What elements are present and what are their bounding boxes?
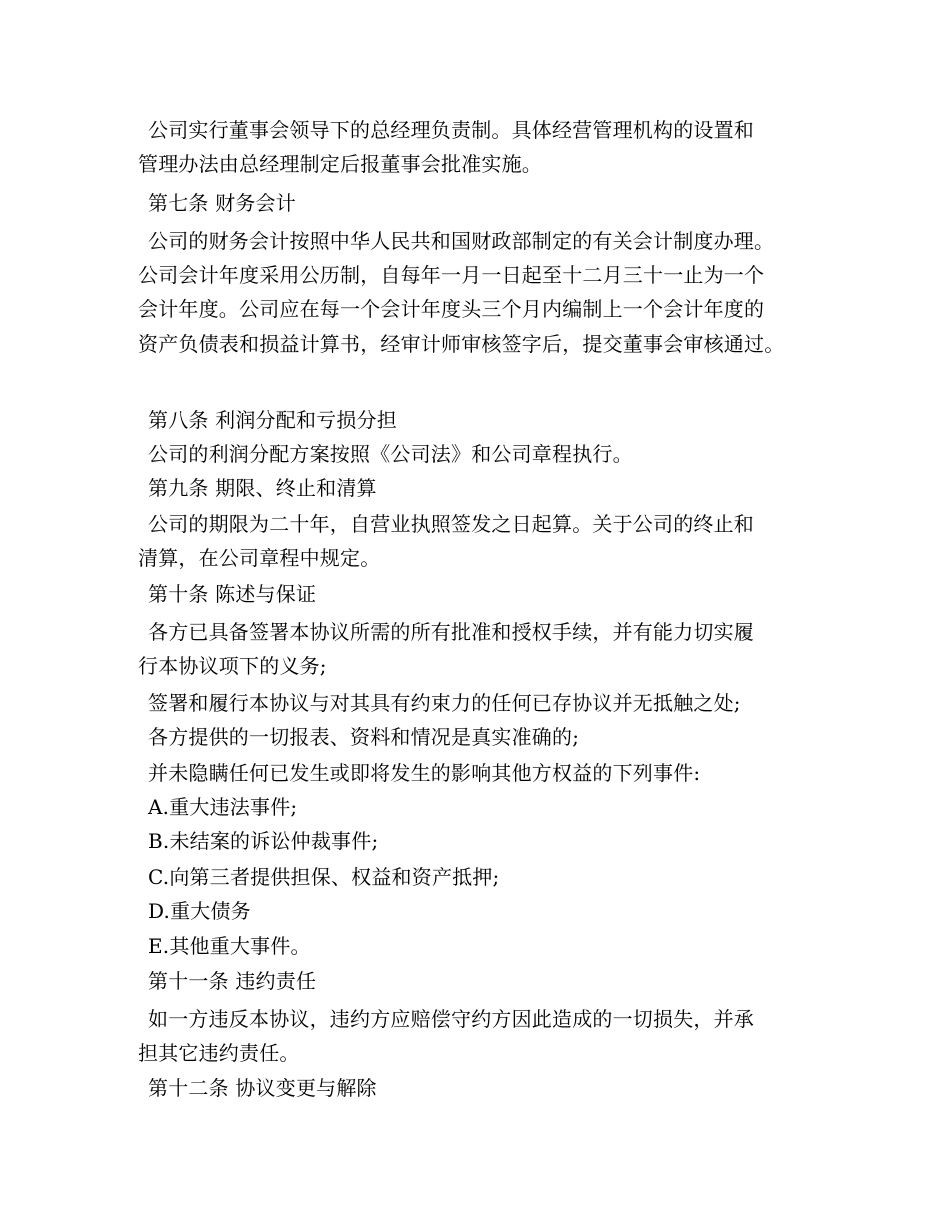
- paragraph-line: 管理办法由总经理制定后报董事会批准实施。: [138, 152, 542, 176]
- paragraph-line: 清算，在公司章程中规定。: [138, 546, 381, 570]
- paragraph-line: 各方提供的一切报表、资料和情况是真实准确的;: [148, 725, 580, 749]
- paragraph-line: 公司的期限为二十年，自营业执照签发之日起算。关于公司的终止和: [148, 512, 754, 536]
- paragraph-line: 如一方违反本协议，违约方应赔偿守约方因此造成的一切损失，并承: [148, 1007, 754, 1031]
- paragraph-line: 担其它违约责任。: [138, 1041, 300, 1065]
- paragraph-line: 资产负债表和损益计算书，经审计师审核签字后，提交董事会审核通过。: [138, 332, 785, 356]
- paragraph-line: 签署和履行本协议与对其具有约束力的任何已存协议并无抵触之处;: [148, 691, 741, 715]
- paragraph-line: 公司实行董事会领导下的总经理负责制。具体经营管理机构的设置和: [148, 118, 754, 142]
- paragraph-line: 会计年度。公司应在每一个会计年度头三个月内编制上一个会计年度的: [138, 297, 765, 321]
- section-heading: 第八条 利润分配和亏损分担: [148, 408, 397, 432]
- section-heading: 第九条 期限、终止和清算: [148, 476, 377, 500]
- list-item: A.重大违法事件;: [148, 795, 298, 819]
- paragraph-line: 行本协议项下的义务;: [138, 654, 327, 678]
- paragraph-line: 公司会计年度采用公历制，自每年一月一日起至十二月三十一止为一个: [138, 263, 765, 287]
- list-item: C.向第三者提供担保、权益和资产抵押;: [148, 865, 500, 889]
- list-item: E.其他重大事件。: [148, 934, 311, 958]
- section-heading: 第十条 陈述与保证: [148, 582, 317, 606]
- list-item: D.重大债务: [148, 899, 251, 923]
- paragraph-line: 各方已具备签署本协议所需的所有批准和授权手续，并有能力切实履: [148, 620, 754, 644]
- paragraph-line: 公司的利润分配方案按照《公司法》和公司章程执行。: [148, 442, 633, 466]
- section-heading: 第十一条 违约责任: [148, 969, 317, 993]
- section-heading: 第十二条 协议变更与解除: [148, 1076, 377, 1100]
- paragraph-line: 公司的财务会计按照中华人民共和国财政部制定的有关会计制度办理。: [148, 229, 775, 253]
- section-heading: 第七条 财务会计: [148, 191, 296, 215]
- list-item: B.未结案的诉讼仲裁事件;: [148, 829, 379, 853]
- paragraph-line: 并未隐瞒任何已发生或即将发生的影响其他方权益的下列事件:: [148, 761, 701, 785]
